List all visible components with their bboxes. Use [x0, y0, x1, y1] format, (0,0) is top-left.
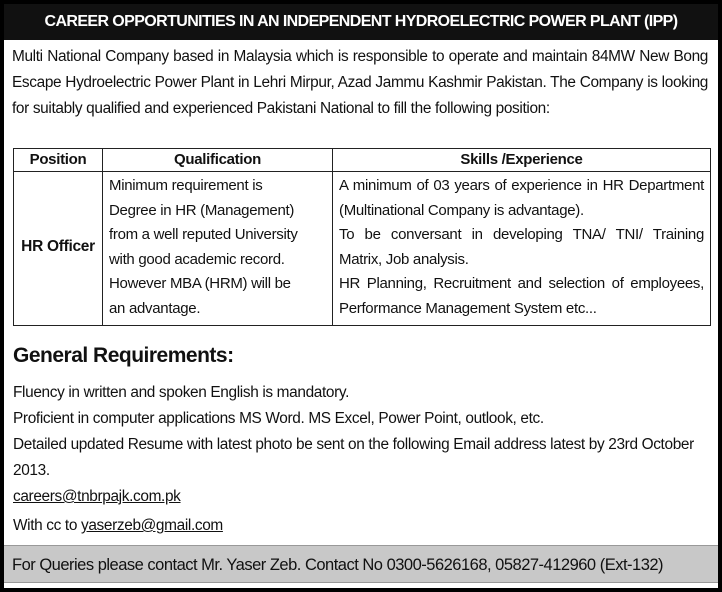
- table-row: [14, 172, 711, 326]
- careers-email-link[interactable]: careers@tnbrpajk.com.pk: [13, 488, 181, 505]
- requirements-list: [13, 380, 711, 539]
- header-qualification: Qualification: [103, 149, 333, 172]
- skills-cell: [333, 172, 711, 326]
- qualification-line: from a well reputed University: [109, 226, 298, 243]
- requirement-item: Fluency in written and spoken English is mandatory.: [13, 384, 350, 401]
- qualification-line: Degree in HR (Management): [109, 201, 295, 219]
- cc-email-link[interactable]: yaserzeb@gmail.com: [81, 517, 223, 534]
- ad-title: CAREER OPPORTUNITIES IN AN INDEPENDENT HYDROELECTRIC POWER PLANT (IPP): [4, 4, 718, 40]
- requirement-item: Proficient in computer applications MS Word. MS Excel, Power Point, outlook, etc.: [13, 410, 544, 427]
- intro-paragraph: Multi National Company based in Malaysia which is responsible to operate and maintain 84MW New Bong Escape Hydroelectric Power Plant in Lehri Mirpur, Azad Jammu Kashmir Pakistan. The Company is looking for suitably qualified and experienced Pakistani National to fill the following position:: [12, 48, 708, 117]
- qualification-line: with good academic record.: [109, 250, 285, 268]
- job-advertisement: [3, 3, 719, 589]
- position-table: [13, 148, 711, 326]
- position-cell: HR Officer: [14, 172, 103, 326]
- qualification-line: However MBA (HRM) will be: [109, 275, 291, 292]
- skill-item: To be conversant in developing TNA/ TNI/ Training Matrix, Job analysis.: [339, 226, 704, 268]
- qualification-line: an advantage.: [109, 299, 201, 317]
- qualification-line: Minimum requirement is: [109, 177, 263, 194]
- qualification-cell: [103, 172, 333, 326]
- table-header-row: [14, 149, 711, 172]
- general-requirements-heading: General Requirements:: [13, 344, 234, 367]
- skill-item: HR Planning, Recruitment and selection of employees, Performance Management System etc...: [339, 275, 704, 317]
- requirement-item: Detailed updated Resume with latest photo be sent on the following Email address latest by 23rd October 2013.: [13, 436, 694, 479]
- cc-label: With cc to: [13, 517, 81, 534]
- skill-item: A minimum of 03 years of experience in HR Department (Multinational Company is advantage).: [339, 177, 704, 219]
- header-skills: Skills /Experience: [333, 149, 711, 172]
- contact-footer: For Queries please contact Mr. Yaser Zeb. Contact No 0300-5626168, 05827-412960 (Ext-132): [4, 545, 718, 583]
- header-position: Position: [14, 149, 103, 172]
